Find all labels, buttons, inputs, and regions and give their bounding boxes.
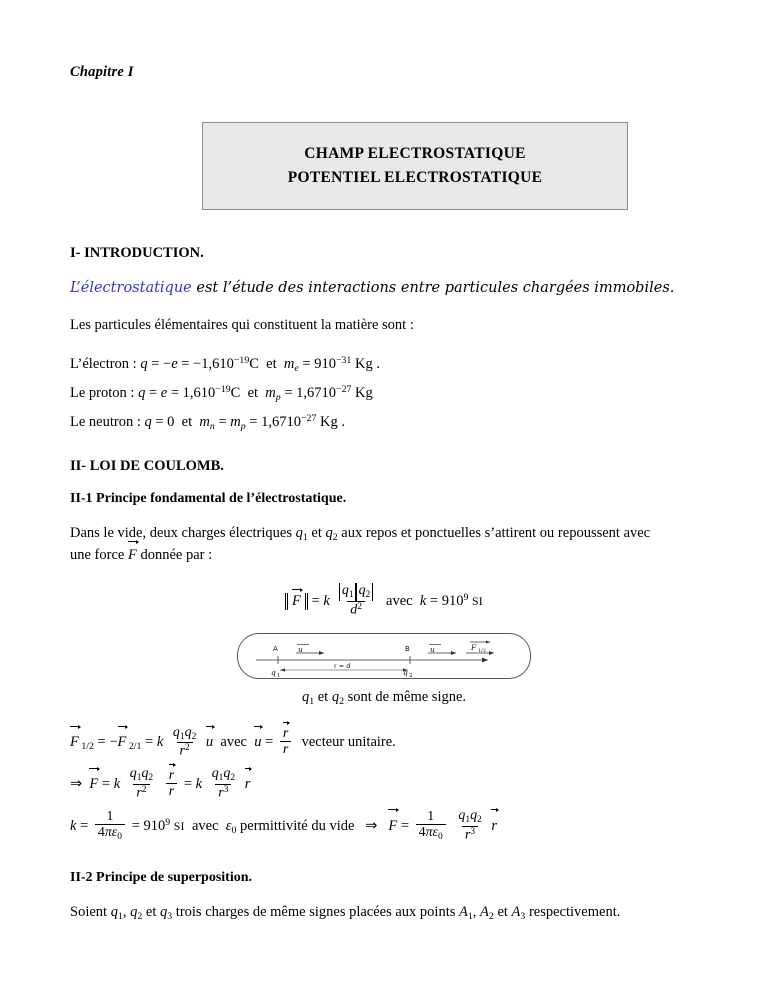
particles-intro: Les particules élémentaires qui constituent la matière sont : [70,317,414,334]
svg-text:A: A [273,645,278,654]
avec-1: avec [386,592,413,609]
electron-label: L’électron : [70,356,137,373]
heading-sub-2: II-2 Principe de superposition. [70,869,253,885]
superposition-text-3: trois charges de même signes placées aux points [175,903,456,920]
svg-text:2: 2 [409,673,413,679]
svg-text:1/2: 1/2 [478,648,487,655]
heading-introduction: I- INTRODUCTION. [70,245,204,261]
heading-coulomb: II- LOI DE COULOMB. [70,457,224,474]
avec-2: avec [220,733,247,750]
svg-text:r = d: r = d [334,662,351,671]
caption-tail: sont de même signe. [347,689,467,706]
svg-text:1: 1 [277,673,281,679]
title-line-1: CHAMP ELECTROSTATIQUE [304,144,526,162]
equation-force-pair: F $_{1/2}$ = −F $_{2/1}$ = k $\frac{q_1q_2}{r^2}$ u avec u = $\frac{r}{r}$ vecteur unitaire. [70,724,396,759]
superposition-text-and: et [497,903,508,920]
intro-emphasis: L’électrostatique [70,280,192,296]
coulomb-diagram-svg [238,634,530,678]
superposition-text-4: respectivement. [528,903,621,920]
svg-text:u: u [430,645,435,655]
heading-sub-1: II-1 Principe fondamental de l’électrostatique. [70,490,347,506]
chapter-label: Chapitre I [70,64,134,80]
vide-text-3: aux repos et ponctuelles s’attirent ou repoussent avec [341,524,651,541]
permittivite-text: permittivité du vide [240,817,355,834]
svg-text:q: q [403,668,408,678]
si-unit-2: SI [173,818,185,833]
caption-and: et [317,689,329,706]
vide-text-4: une force [70,547,125,564]
proton-label: Le proton : [70,384,135,401]
svg-text:u: u [298,645,303,655]
svg-text:q: q [271,668,276,678]
document-body [70,245,698,940]
diagram-caption: $q_1$ et $q_2$ sont de même signe. [301,689,467,708]
vide-text-2: et [311,524,322,541]
proton-line: Le proton : $q = e = 1,610^{-19}C$ et $m_p = 1,6710^{-27}$ Kg [70,384,373,404]
vide-paragraph: Dans le vide, deux charges électriques $q_1$ et $q_2$ aux repos et ponctuelles s’attirent ou repoussent avec une force F donnée par : [70,523,698,566]
intro-rest: est l’étude des interactions entre particules chargées immobiles. [196,280,675,296]
svg-text:F: F [471,643,477,653]
equation-force-simplified: ⇒ F = k $\frac{q_1q_2}{r^2}$ $\frac{r}{r}$ = k $\frac{q_1q_2}{r^3}$ r [70,766,251,801]
equation-k-epsilon: k = $\frac{1}{4\pi\varepsilon_0}$ = $910^9$ SI avec $\varepsilon_0$ permittivité du vide ⇒ F = $\frac{1}{4\pi\varepsilon_0}$ $\frac{q_1q_2}{r^3}$ r [70,808,498,843]
superposition-paragraph: Soient $q_1$, $q_2$ et $q_3$ trois charges de même signes placées aux points $A_1$, $A_2$ et $A_3$ respectivement. [70,903,621,923]
svg-text:B: B [405,645,410,654]
vecteur-unitaire: vecteur unitaire. [301,733,396,750]
intro-handwritten-line [70,278,698,299]
neutron-line: Le neutron : q = 0 et $m_n = m_p = 1,6710^{-27}$ Kg . [70,412,345,432]
superposition-text-2: et [145,903,157,920]
title-line-2: POTENTIEL ELECTROSTATIQUE [287,169,543,186]
electron-line: L’électron : $q = -e = -1,610^{-19}C$ et $m_e = 910^{-31}$ Kg . [70,355,380,375]
equation-coulomb-force: F = k $\frac{q_1 q_2}{d^2}$ avec $k = 910^9$ SI [70,584,698,619]
vide-text-1: Dans le vide, deux charges électriques [70,524,292,541]
coulomb-diagram [237,633,531,679]
si-unit-1: SI [472,593,483,608]
avec-3: avec [191,817,219,834]
vide-text-5: donnée par : [140,547,213,564]
superposition-text-1: Soient [70,903,108,920]
neutron-label: Le neutron : [70,413,141,430]
title-box [202,122,628,210]
